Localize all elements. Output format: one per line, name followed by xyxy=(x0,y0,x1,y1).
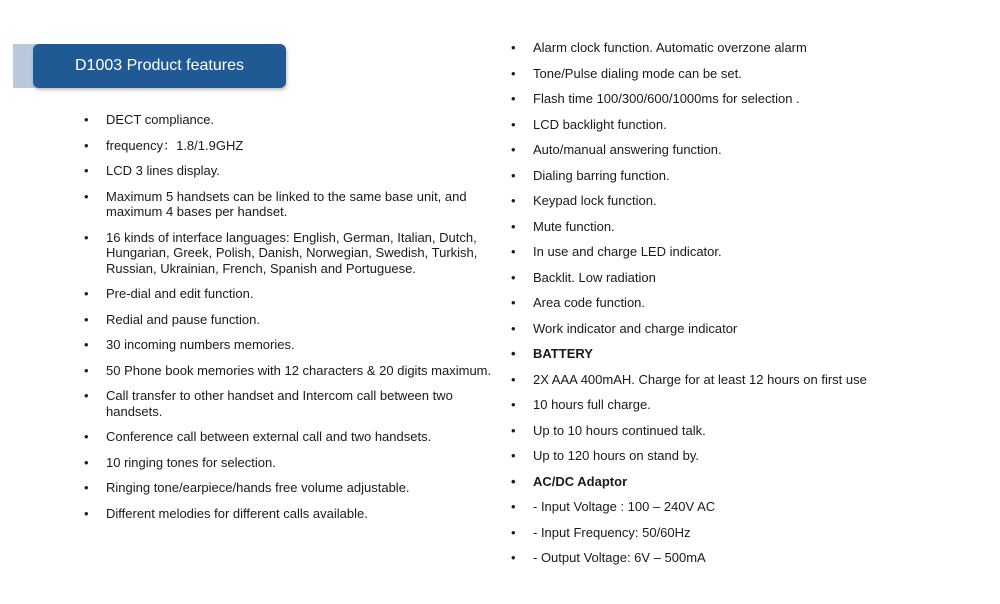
list-item: • Dialing barring function. xyxy=(511,168,971,184)
list-item: • Conference call between external call and two handsets. xyxy=(84,429,494,445)
list-item: • LCD backlight function. xyxy=(511,117,971,133)
list-item: • Backlit. Low radiation xyxy=(511,270,971,286)
list-item: • 2X AAA 400mAH. Charge for at least 12 hours on first use xyxy=(511,372,971,388)
section-heading-adaptor: • AC/DC Adaptor xyxy=(511,474,971,490)
list-item: • Redial and pause function. xyxy=(84,312,494,328)
list-item: • Pre-dial and edit function. xyxy=(84,286,494,302)
right-feature-list xyxy=(511,40,971,576)
list-item: • Ringing tone/earpiece/hands free volume adjustable. xyxy=(84,480,494,496)
list-item: • 30 incoming numbers memories. xyxy=(84,337,494,353)
list-item: • Tone/Pulse dialing mode can be set. xyxy=(511,66,971,82)
list-item: • LCD 3 lines display. xyxy=(84,163,494,179)
title-banner xyxy=(33,44,286,88)
list-item: • 50 Phone book memories with 12 characters & 20 digits maximum. xyxy=(84,363,494,379)
list-item: • Auto/manual answering function. xyxy=(511,142,971,158)
list-item: • 16 kinds of interface languages: English, German, Italian, Dutch, Hungarian, Greek, Polish, Danish, Norwegian, Swedish, Turkish, Russian, Ukrainian, French, Spanish and Portuguese. xyxy=(84,230,494,277)
list-item: • Keypad lock function. xyxy=(511,193,971,209)
section-heading-battery: • BATTERY xyxy=(511,346,971,362)
list-item: • frequency：1.8/1.9GHZ xyxy=(84,138,494,154)
list-item: • - Input Voltage : 100 – 240V AC xyxy=(511,499,971,515)
page-title: D1003 Product features xyxy=(75,57,244,74)
list-item: • DECT compliance. xyxy=(84,112,494,128)
list-item: • Call transfer to other handset and Intercom call between two handsets. xyxy=(84,388,494,419)
list-item: • In use and charge LED indicator. xyxy=(511,244,971,260)
list-item: • - Output Voltage: 6V – 500mA xyxy=(511,550,971,566)
list-item: • Mute function. xyxy=(511,219,971,235)
list-item: • 10 hours full charge. xyxy=(511,397,971,413)
list-item: • Different melodies for different calls available. xyxy=(84,506,494,522)
list-item: • Maximum 5 handsets can be linked to the same base unit, and maximum 4 bases per handset. xyxy=(84,189,494,220)
list-item: • Alarm clock function. Automatic overzone alarm xyxy=(511,40,971,56)
list-item: • Flash time 100/300/600/1000ms for selection . xyxy=(511,91,971,107)
left-feature-list xyxy=(84,112,494,531)
list-item: • 10 ringing tones for selection. xyxy=(84,455,494,471)
list-item: • Up to 10 hours continued talk. xyxy=(511,423,971,439)
list-item: • - Input Frequency: 50/60Hz xyxy=(511,525,971,541)
list-item: • Area code function. xyxy=(511,295,971,311)
list-item: • Work indicator and charge indicator xyxy=(511,321,971,337)
list-item: • Up to 120 hours on stand by. xyxy=(511,448,971,464)
